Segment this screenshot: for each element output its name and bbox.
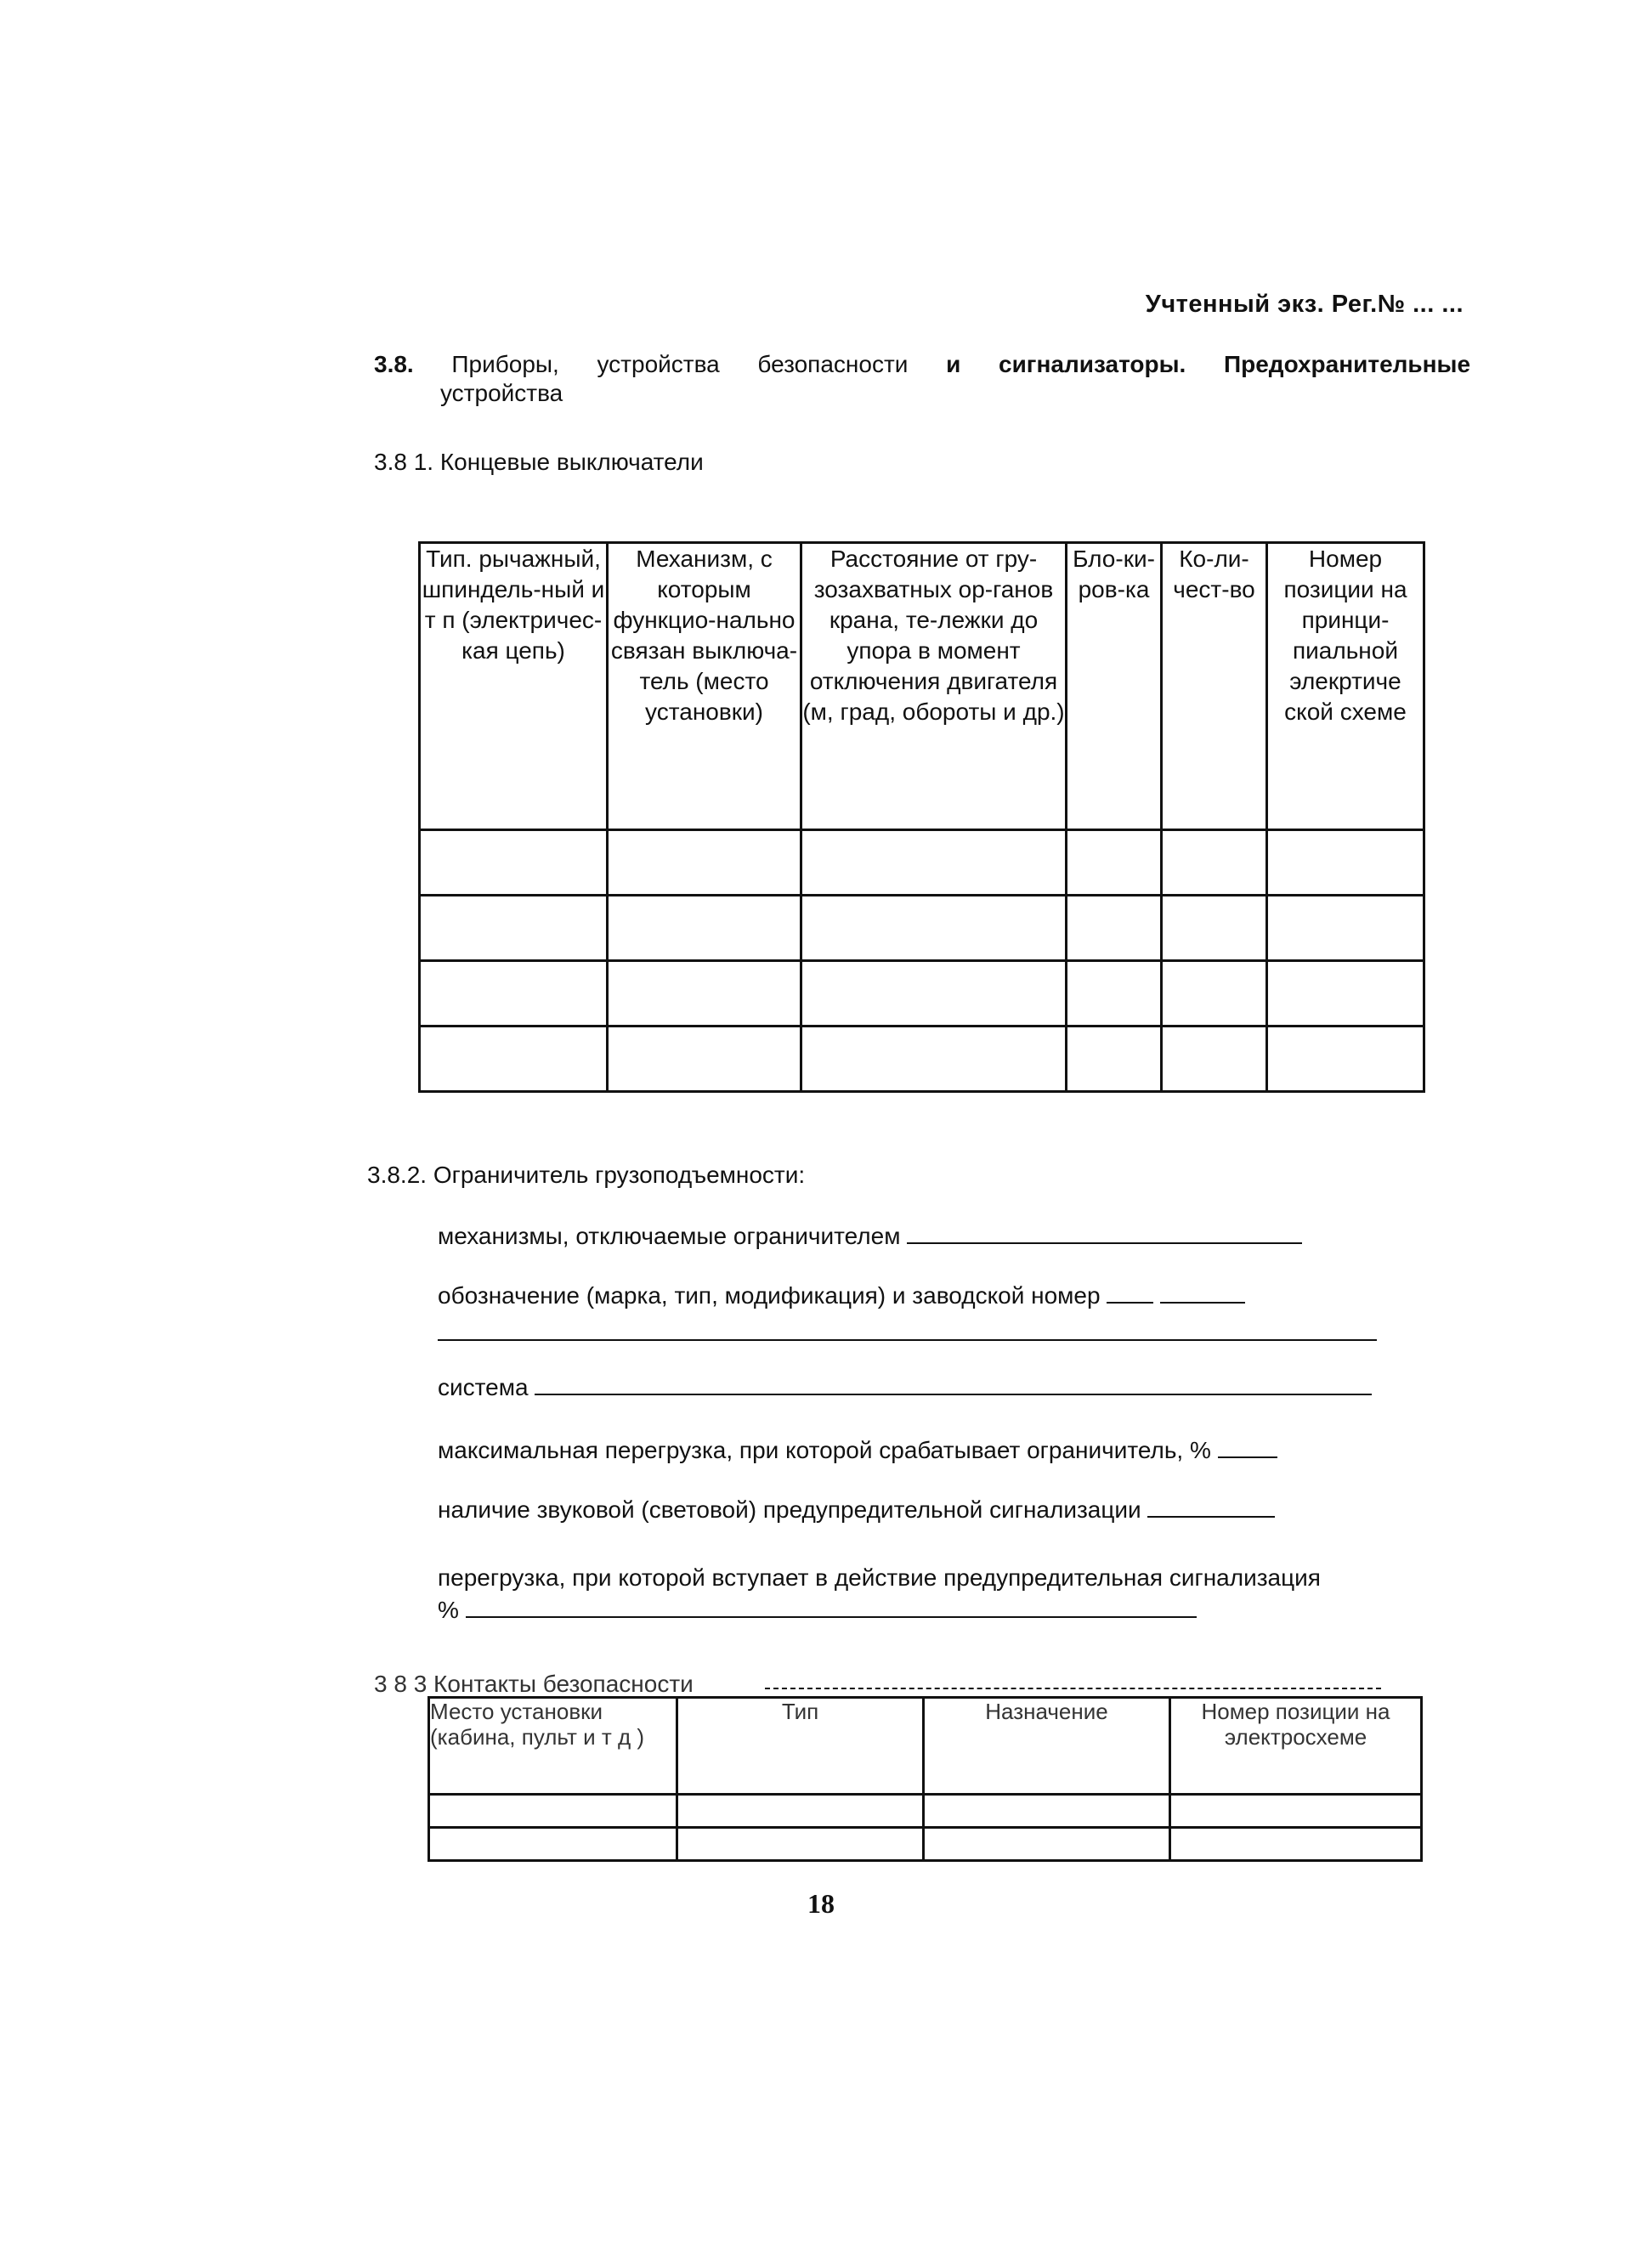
table-cell[interactable] bbox=[801, 961, 1067, 1027]
subsection-limit-switches-title: 3.8 1. Концевые выключатели bbox=[374, 449, 704, 475]
col-purpose: Назначение bbox=[924, 1698, 1170, 1795]
registration-note: Учтенный экз. Рег.№ ... ... bbox=[1145, 291, 1464, 318]
section-title-and: и bbox=[946, 351, 961, 377]
col-mechanism: Механизм, с которым функцио-нально связан выключа-тель (место установки) bbox=[608, 543, 801, 830]
table-cell[interactable] bbox=[420, 896, 608, 961]
field-label: обозначение (марка, тип, модификация) и заводской номер bbox=[438, 1282, 1101, 1309]
table-cell[interactable] bbox=[924, 1828, 1170, 1861]
col-schematic-position: Номер позиции на электросхеме bbox=[1170, 1698, 1422, 1795]
table-row bbox=[429, 1795, 1422, 1828]
table-cell[interactable] bbox=[924, 1795, 1170, 1828]
field-warning-overload-percent bbox=[438, 1596, 1197, 1625]
table-cell[interactable] bbox=[420, 830, 608, 896]
table-cell[interactable] bbox=[1267, 961, 1424, 1027]
col-interlock: Бло-ки-ров-ка bbox=[1067, 543, 1162, 830]
table-cell[interactable] bbox=[1267, 896, 1424, 961]
table-cell[interactable] bbox=[429, 1828, 677, 1861]
fill-line[interactable] bbox=[765, 1688, 1381, 1689]
table-cell[interactable] bbox=[1162, 961, 1267, 1027]
col-type: Тип bbox=[677, 1698, 924, 1795]
limit-switches-table bbox=[418, 541, 1425, 1093]
safety-contacts-table bbox=[427, 1696, 1423, 1862]
table-cell[interactable] bbox=[420, 1027, 608, 1092]
table-row bbox=[420, 896, 1424, 961]
table-cell[interactable] bbox=[608, 961, 801, 1027]
table-cell[interactable] bbox=[1067, 830, 1162, 896]
section-title-end: Предохранительные bbox=[1224, 351, 1471, 377]
table-row bbox=[420, 1027, 1424, 1092]
table-cell[interactable] bbox=[608, 896, 801, 961]
table-cell[interactable] bbox=[801, 896, 1067, 961]
section-title-start: Приборы, устройства безопасности bbox=[451, 351, 909, 377]
table-row bbox=[420, 830, 1424, 896]
col-location: Место установки (кабина, пульт и т д ) bbox=[429, 1698, 677, 1795]
field-label: максимальная перегрузка, при которой срабатывает ограничитель, % bbox=[438, 1437, 1211, 1463]
table-cell[interactable] bbox=[1162, 896, 1267, 961]
fill-line[interactable] bbox=[1107, 1301, 1153, 1304]
section-title-bold: сигнализаторы. bbox=[999, 351, 1186, 377]
table-cell[interactable] bbox=[608, 1027, 801, 1092]
section-heading bbox=[374, 350, 1470, 408]
table-cell[interactable] bbox=[1267, 830, 1424, 896]
field-warning-overload bbox=[438, 1564, 1321, 1592]
table-cell[interactable] bbox=[677, 1795, 924, 1828]
col-schematic-position: Номер позиции на принци-пиальной элекртиче ской схеме bbox=[1267, 543, 1424, 830]
field-mechanisms bbox=[438, 1222, 1302, 1251]
fill-line[interactable] bbox=[466, 1615, 1197, 1618]
table-cell[interactable] bbox=[1267, 1027, 1424, 1092]
table-cell[interactable] bbox=[801, 1027, 1067, 1092]
table-cell[interactable] bbox=[1067, 961, 1162, 1027]
field-warning-signal bbox=[438, 1496, 1275, 1524]
field-system bbox=[438, 1373, 1372, 1402]
table-cell[interactable] bbox=[1162, 830, 1267, 896]
field-label: механизмы, отключаемые ограничителем bbox=[438, 1223, 901, 1249]
section-number: 3.8. bbox=[374, 351, 414, 377]
table-cell[interactable] bbox=[677, 1828, 924, 1861]
field-designation bbox=[438, 1281, 1245, 1310]
page-number: 18 bbox=[807, 1888, 835, 1919]
table-cell[interactable] bbox=[801, 830, 1067, 896]
table-cell[interactable] bbox=[1162, 1027, 1267, 1092]
table-cell[interactable] bbox=[1170, 1828, 1422, 1861]
fill-line[interactable] bbox=[535, 1393, 1372, 1395]
subsection-load-limiter-title: 3.8.2. Ограничитель грузоподъемности: bbox=[367, 1162, 806, 1188]
table-cell[interactable] bbox=[1067, 1027, 1162, 1092]
field-label: система bbox=[438, 1374, 529, 1400]
col-switch-type: Тип. рычажный, шпиндель-ный и т п (электричес-кая цепь) bbox=[420, 543, 608, 830]
table-cell[interactable] bbox=[1170, 1795, 1422, 1828]
field-label: наличие звуковой (световой) предупредительной сигнализации bbox=[438, 1496, 1141, 1523]
field-label: перегрузка, при которой вступает в действие предупредительная сигнализация bbox=[438, 1564, 1321, 1591]
table-row bbox=[420, 961, 1424, 1027]
col-distance: Расстояние от гру-зозахватных ор-ганов крана, те-лежки до упора в момент отключения двигателя (м, град, обороты и др.) bbox=[801, 543, 1067, 830]
table-cell[interactable] bbox=[608, 830, 801, 896]
subsection-safety-contacts-title: 3 8 3 Контакты безопасности bbox=[374, 1671, 694, 1697]
table-row bbox=[429, 1828, 1422, 1861]
fill-line[interactable] bbox=[1160, 1301, 1245, 1304]
col-quantity: Ко-ли-чест-во bbox=[1162, 543, 1267, 830]
table-cell[interactable] bbox=[429, 1795, 677, 1828]
table-cell[interactable] bbox=[1067, 896, 1162, 961]
field-label: % bbox=[438, 1597, 459, 1623]
table-cell[interactable] bbox=[420, 961, 608, 1027]
fill-line[interactable] bbox=[438, 1339, 1377, 1341]
fill-line[interactable] bbox=[907, 1241, 1302, 1244]
fill-line[interactable] bbox=[1218, 1456, 1277, 1458]
fill-line[interactable] bbox=[1147, 1515, 1275, 1518]
section-title-line2: устройства bbox=[440, 380, 563, 406]
field-max-overload bbox=[438, 1436, 1277, 1465]
